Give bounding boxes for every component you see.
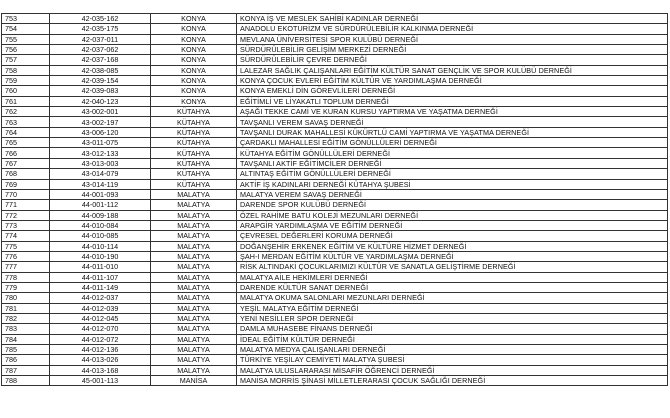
registry-code: 43-011-075 [50, 138, 151, 148]
row-number: 754 [2, 24, 50, 34]
table-row [2, 148, 668, 158]
table-row [2, 127, 668, 137]
table-row [2, 55, 668, 65]
registry-code: 44-012-037 [50, 293, 151, 303]
row-number: 762 [2, 107, 50, 117]
association-name: DARENDE KÜLTÜR SANAT DERNEĞİ [237, 282, 668, 292]
registry-code: 44-012-136 [50, 345, 151, 355]
province: KONYA [151, 86, 237, 96]
table-row [2, 231, 668, 241]
registry-code: 44-011-107 [50, 272, 151, 282]
association-list-table [1, 13, 668, 386]
association-name: MALATYA OKUMA SALONLARI MEZUNLARI DERNEĞİ [237, 293, 668, 303]
table-body [2, 14, 668, 386]
association-name: ARAPGİR YARDIMLAŞMA VE EĞİTİM DERNEĞİ [237, 220, 668, 230]
table-row [2, 303, 668, 313]
table-row [2, 14, 668, 24]
registry-code: 43-014-119 [50, 179, 151, 189]
registry-code: 44-012-045 [50, 313, 151, 323]
province: KÜTAHYA [151, 107, 237, 117]
province: MALATYA [151, 241, 237, 251]
province: KÜTAHYA [151, 158, 237, 168]
registry-code: 42-040-123 [50, 96, 151, 106]
table-row [2, 334, 668, 344]
table-row [2, 365, 668, 375]
association-name: YEŞİL MALATYA EĞİTİM DERNEĞİ [237, 303, 668, 313]
province: KÜTAHYA [151, 148, 237, 158]
table-row [2, 86, 668, 96]
association-name: LALEZAR SAĞLIK ÇALIŞANLARI EĞİTİM KÜLTÜR SANAT GENÇLİK VE SPOR KULÜBÜ DERNEĞİ [237, 65, 668, 75]
row-number: 780 [2, 293, 50, 303]
registry-code: 44-009-188 [50, 210, 151, 220]
row-number: 767 [2, 158, 50, 168]
registry-code: 44-010-085 [50, 231, 151, 241]
province: KÜTAHYA [151, 179, 237, 189]
association-name: TAVŞANLI AKTİF EĞİTİMCİLER DERNEĞİ [237, 158, 668, 168]
association-name: ALTINTAŞ EĞİTİM GÖNÜLLÜLERİ DERNEĞİ [237, 169, 668, 179]
registry-code: 44-011-010 [50, 262, 151, 272]
province: MALATYA [151, 262, 237, 272]
province: KONYA [151, 14, 237, 24]
association-name: SÜRDÜRÜLEBİLİR ÇEVRE DERNEĞİ [237, 55, 668, 65]
table-row [2, 313, 668, 323]
row-number: 774 [2, 231, 50, 241]
row-number: 766 [2, 148, 50, 158]
province: MALATYA [151, 324, 237, 334]
row-number: 782 [2, 313, 50, 323]
province: MALATYA [151, 334, 237, 344]
registry-code: 44-001-093 [50, 189, 151, 199]
row-number: 779 [2, 282, 50, 292]
province: MALATYA [151, 293, 237, 303]
association-name: TAVŞANLI DURAK MAHALLESİ KÜKÜRTLÜ CAMİ YAPTIRMA VE YAŞATMA DERNEĞİ [237, 127, 668, 137]
row-number: 785 [2, 345, 50, 355]
association-name: DAMLA MUHASEBE FİNANS DERNEĞİ [237, 324, 668, 334]
row-number: 753 [2, 14, 50, 24]
province: MALATYA [151, 251, 237, 261]
row-number: 759 [2, 76, 50, 86]
registry-code: 44-012-039 [50, 303, 151, 313]
association-name: YENİ NESİLLER SPOR DERNEĞİ [237, 313, 668, 323]
page-top-margin [0, 0, 670, 13]
row-number: 772 [2, 210, 50, 220]
row-number: 765 [2, 138, 50, 148]
registry-code: 44-013-026 [50, 355, 151, 365]
row-number: 756 [2, 45, 50, 55]
province: MALATYA [151, 282, 237, 292]
association-name: AŞAĞI TEKKE CAMİ VE KURAN KURSU YAPTIRMA VE YAŞATMA DERNEĞİ [237, 107, 668, 117]
association-name: İDEAL EĞİTİM KÜLTÜR DERNEĞİ [237, 334, 668, 344]
province: KONYA [151, 55, 237, 65]
row-number: 781 [2, 303, 50, 313]
association-name: ANADOLU EKOTURİZM VE SÜRDÜRÜLEBİLİR KALKINMA DERNEĞİ [237, 24, 668, 34]
province: KÜTAHYA [151, 169, 237, 179]
row-number: 757 [2, 55, 50, 65]
registry-code: 43-014-079 [50, 169, 151, 179]
province: KONYA [151, 96, 237, 106]
registry-code: 42-037-062 [50, 45, 151, 55]
registry-code: 43-012-133 [50, 148, 151, 158]
registry-code: 42-037-011 [50, 34, 151, 44]
registry-code: 44-001-112 [50, 200, 151, 210]
registry-code: 42-035-162 [50, 14, 151, 24]
association-name: MALATYA AİLE HEKİMLERİ DERNEĞİ [237, 272, 668, 282]
table-row [2, 220, 668, 230]
association-name: AKTİF İŞ KADINLARI DERNEĞİ KÜTAHYA ŞUBESİ [237, 179, 668, 189]
table-row [2, 34, 668, 44]
registry-code: 44-012-072 [50, 334, 151, 344]
row-number: 760 [2, 86, 50, 96]
row-number: 788 [2, 376, 50, 386]
province: MALATYA [151, 365, 237, 375]
association-name: MANİSA MORRİS ŞİNASİ MİLLETLERARASI ÇOCUK SAĞLIĞI DERNEĞİ [237, 376, 668, 386]
row-number: 771 [2, 200, 50, 210]
association-name: KONYA EMEKLİ DİN GÖREVLİLERİ DERNEĞİ [237, 86, 668, 96]
registry-code: 43-013-003 [50, 158, 151, 168]
row-number: 786 [2, 355, 50, 365]
registry-code: 44-010-114 [50, 241, 151, 251]
province: MALATYA [151, 189, 237, 199]
association-name: EĞİTİMLİ VE LİYAKATLI TOPLUM DERNEĞİ [237, 96, 668, 106]
province: MALATYA [151, 313, 237, 323]
row-number: 776 [2, 251, 50, 261]
province: KONYA [151, 76, 237, 86]
province: KONYA [151, 34, 237, 44]
province: MALATYA [151, 220, 237, 230]
association-name: TÜRKİYE YEŞİLAY CEMİYETİ MALATYA ŞUBESİ [237, 355, 668, 365]
table-row [2, 200, 668, 210]
province: KONYA [151, 45, 237, 55]
table-row [2, 241, 668, 251]
province: MALATYA [151, 272, 237, 282]
table-row [2, 107, 668, 117]
registry-code: 44-011-149 [50, 282, 151, 292]
row-number: 758 [2, 65, 50, 75]
registry-code: 44-012-070 [50, 324, 151, 334]
table-row [2, 282, 668, 292]
registry-code: 42-039-083 [50, 86, 151, 96]
table-row [2, 24, 668, 34]
province: MALATYA [151, 210, 237, 220]
province: MANİSA [151, 376, 237, 386]
registry-code: 44-010-084 [50, 220, 151, 230]
table-row [2, 324, 668, 334]
registry-code: 42-035-175 [50, 24, 151, 34]
province: KÜTAHYA [151, 127, 237, 137]
row-number: 763 [2, 117, 50, 127]
table-row [2, 96, 668, 106]
association-name: KÜTAHYA EĞİTİM GÖNÜLLÜLERİ DERNEĞİ [237, 148, 668, 158]
table-row [2, 158, 668, 168]
association-name: KONYA ÇOCUK EVLERİ EĞİTİM KÜLTÜR VE YARDIMLAŞMA DERNEĞİ [237, 76, 668, 86]
table-row [2, 345, 668, 355]
province: MALATYA [151, 200, 237, 210]
table-row [2, 262, 668, 272]
row-number: 768 [2, 169, 50, 179]
row-number: 755 [2, 34, 50, 44]
association-name: MEVLANA ÜNİVERSİTESİ SPOR KULÜBÜ DERNEĞİ [237, 34, 668, 44]
association-name: ŞAH-I MERDAN EĞİTİM KÜLTÜR VE YARDIMLAŞMA DERNEĞİ [237, 251, 668, 261]
row-number: 775 [2, 241, 50, 251]
province: KÜTAHYA [151, 138, 237, 148]
province: KONYA [151, 65, 237, 75]
association-name: ÖZEL RAHİME BATU KOLEJİ MEZUNLARI DERNEĞİ [237, 210, 668, 220]
province: MALATYA [151, 345, 237, 355]
row-number: 773 [2, 220, 50, 230]
association-name: MALATYA VEREM SAVAŞ DERNEĞİ [237, 189, 668, 199]
table-row [2, 76, 668, 86]
table-row [2, 210, 668, 220]
association-name: MALATYA MEDYA ÇALIŞANLARI DERNEĞİ [237, 345, 668, 355]
table-row [2, 65, 668, 75]
row-number: 783 [2, 324, 50, 334]
association-name: KONYA İŞ VE MESLEK SAHİBİ KADINLAR DERNEĞİ [237, 14, 668, 24]
association-name: MALATYA ULUSLARARASI MİSAFİR ÖĞRENCİ DERNEĞİ [237, 365, 668, 375]
registry-code: 43-002-197 [50, 117, 151, 127]
row-number: 787 [2, 365, 50, 375]
row-number: 778 [2, 272, 50, 282]
province: MALATYA [151, 303, 237, 313]
row-number: 769 [2, 179, 50, 189]
table-row [2, 169, 668, 179]
association-name: TAVŞANLI VEREM SAVAŞ DERNEĞİ [237, 117, 668, 127]
registry-code: 42-037-168 [50, 55, 151, 65]
association-name: DOĞANŞEHİR ERKENEK EĞİTİM VE KÜLTÜRE HİZMET DERNEĞİ [237, 241, 668, 251]
row-number: 784 [2, 334, 50, 344]
row-number: 777 [2, 262, 50, 272]
association-name: ÇARDAKLI MAHALLESİ EĞİTİM GÖNÜLLÜLERİ DERNEĞİ [237, 138, 668, 148]
registry-code: 42-038-085 [50, 65, 151, 75]
table-row [2, 189, 668, 199]
province: KONYA [151, 24, 237, 34]
table-row [2, 376, 668, 386]
table-row [2, 138, 668, 148]
table-row [2, 251, 668, 261]
association-name: DARENDE SPOR KULÜBÜ DERNEĞİ [237, 200, 668, 210]
row-number: 770 [2, 189, 50, 199]
province: MALATYA [151, 355, 237, 365]
registry-code: 43-006-120 [50, 127, 151, 137]
registry-code: 43-002-001 [50, 107, 151, 117]
table-row [2, 355, 668, 365]
table-row [2, 117, 668, 127]
row-number: 764 [2, 127, 50, 137]
province: KÜTAHYA [151, 117, 237, 127]
registry-code: 42-039-154 [50, 76, 151, 86]
registry-code: 45-001-113 [50, 376, 151, 386]
province: MALATYA [151, 231, 237, 241]
table-row [2, 272, 668, 282]
association-name: ÇEVRESEL DEĞERLERİ KORUMA DERNEĞİ [237, 231, 668, 241]
registry-code: 44-010-190 [50, 251, 151, 261]
association-name: SÜRDÜRÜLEBİLİR GELİŞİM MERKEZİ DERNEĞİ [237, 45, 668, 55]
association-name: RİSK ALTINDAKİ ÇOCUKLARIMIZI KÜLTÜR VE SANATLA GELİŞTİRME DERNEĞİ [237, 262, 668, 272]
row-number: 761 [2, 96, 50, 106]
registry-code: 44-013-168 [50, 365, 151, 375]
table-row [2, 45, 668, 55]
table-row [2, 293, 668, 303]
table-row [2, 179, 668, 189]
